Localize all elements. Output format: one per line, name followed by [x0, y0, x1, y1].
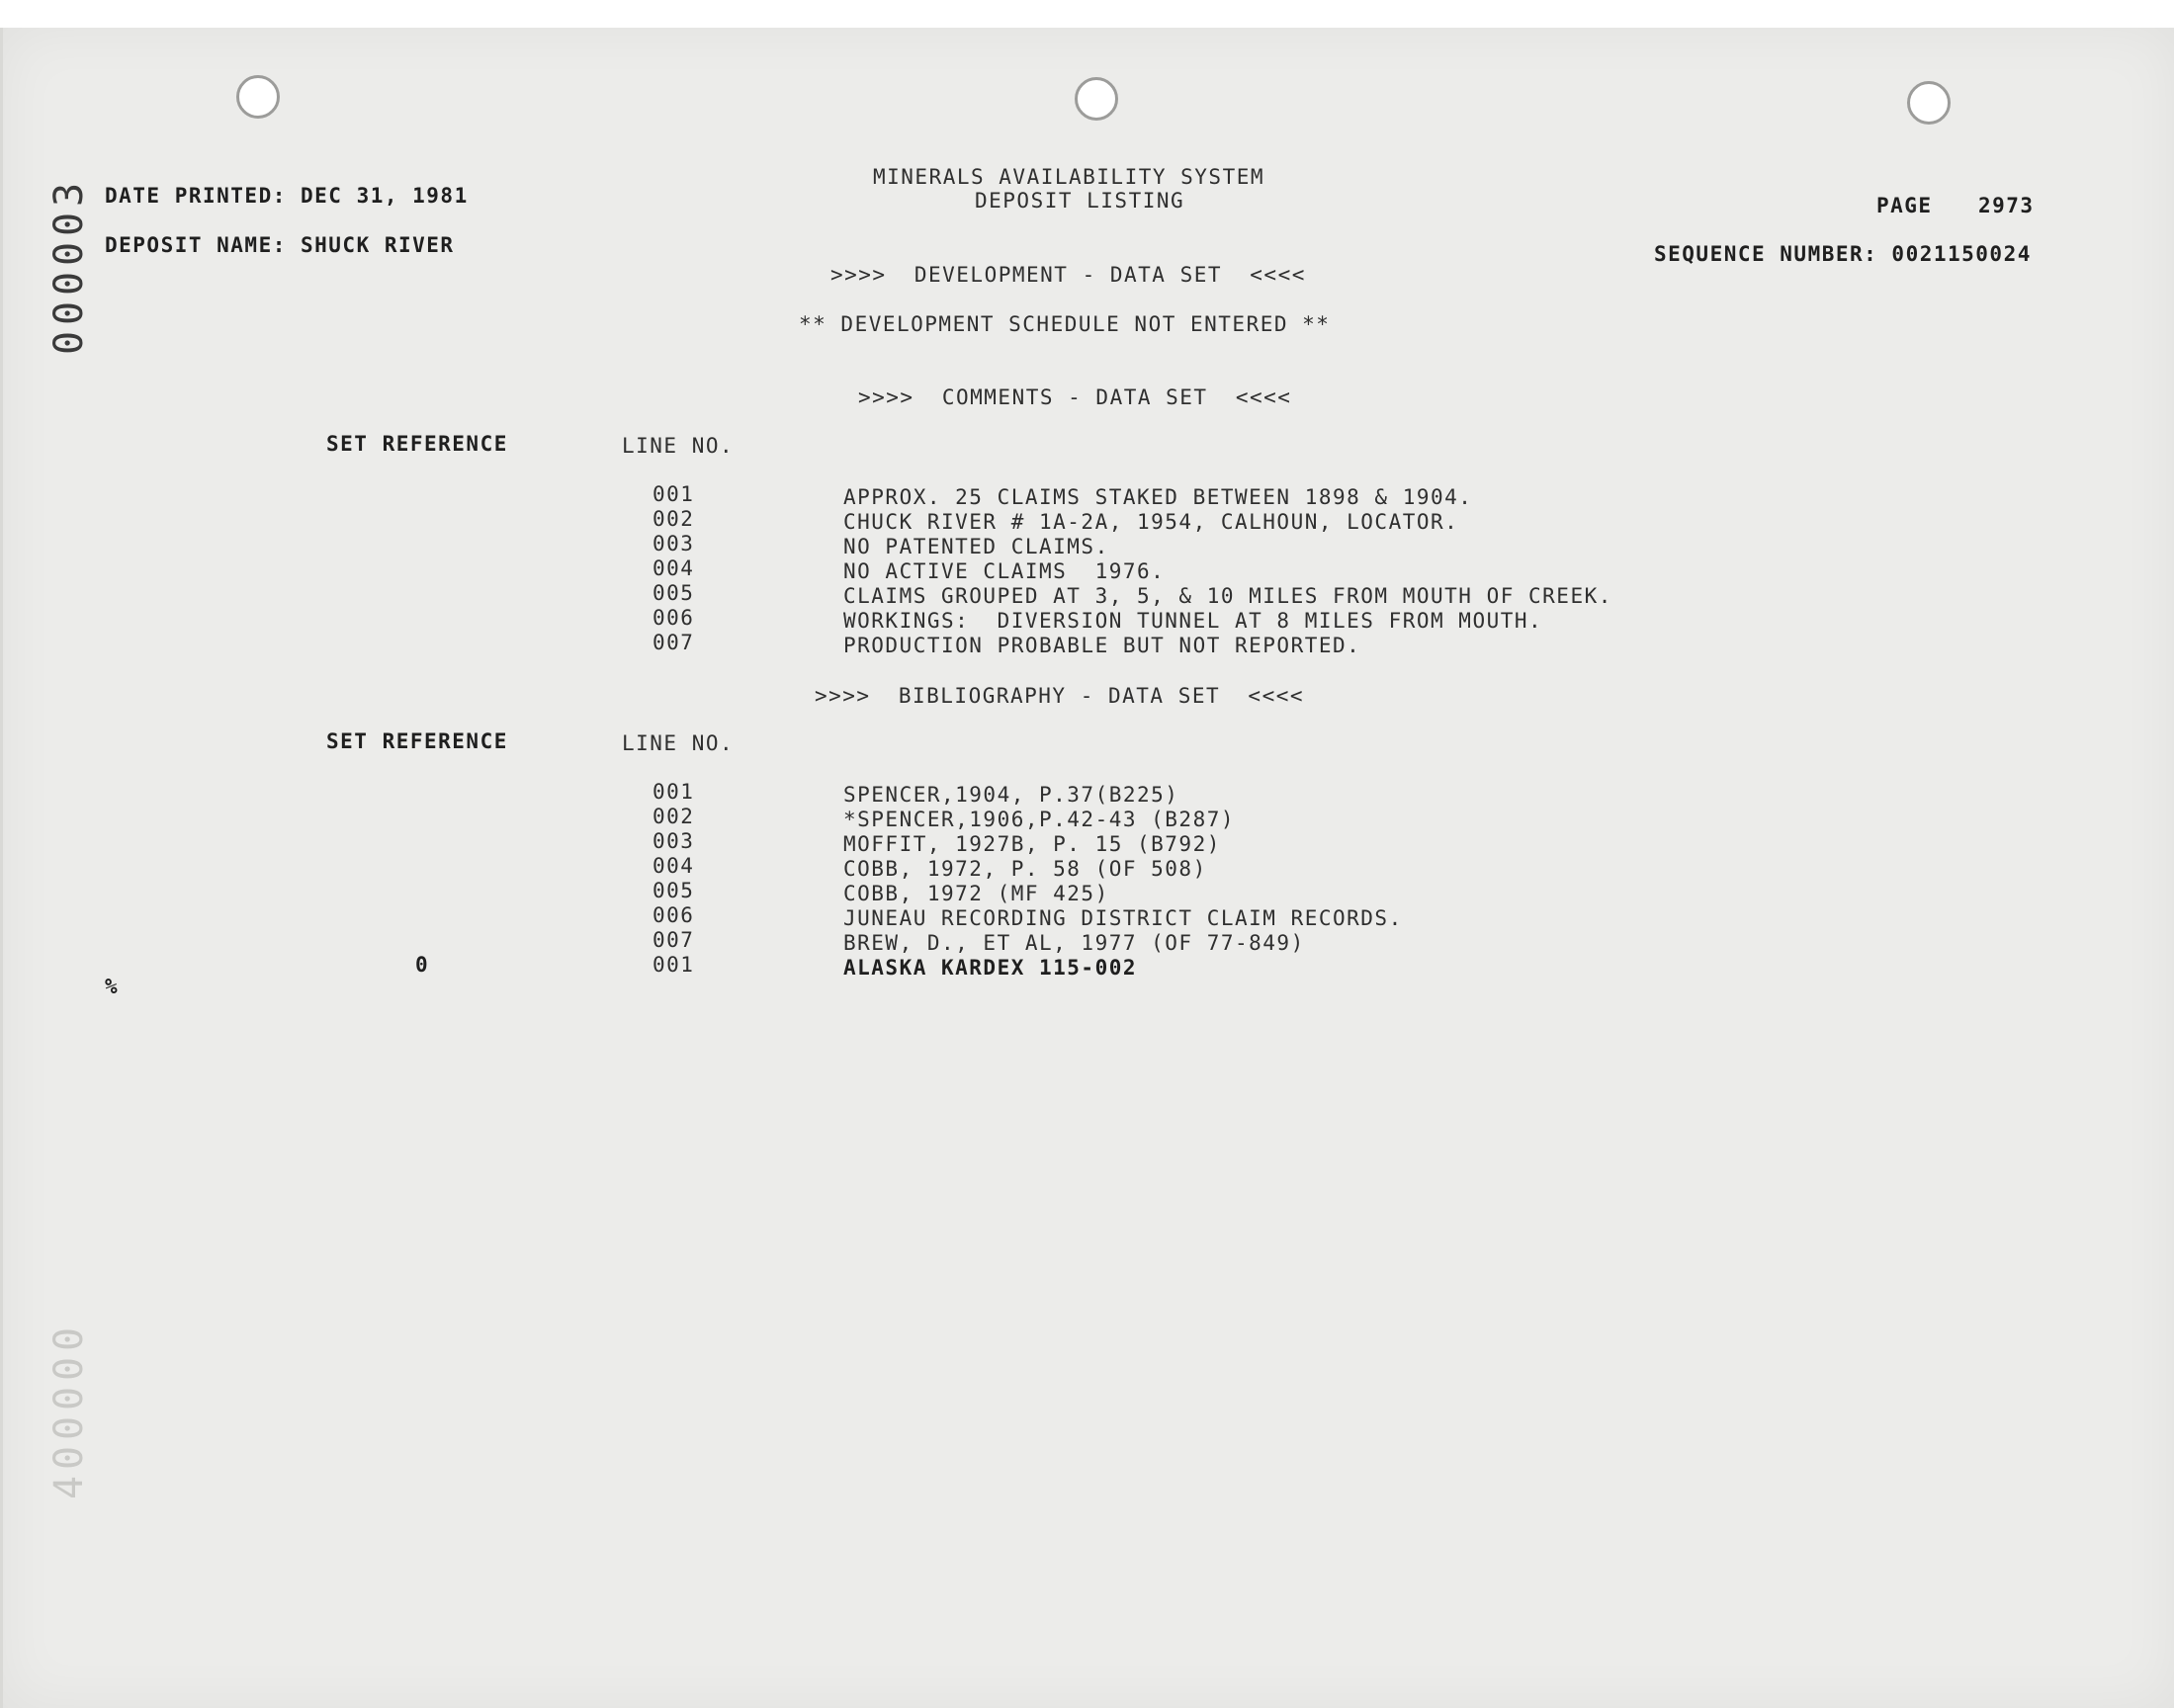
comment-text: CHUCK RIVER # 1A-2A, 1954, CALHOUN, LOCATOR.	[843, 510, 1459, 534]
bibliography-heading: >>>> BIBLIOGRAPHY - DATA SET <<<<	[815, 684, 1305, 708]
citation-text: SPENCER,1904, P.37(B225)	[843, 783, 1179, 807]
citation-text: COBB, 1972 (MF 425)	[843, 882, 1109, 905]
line-number: 001	[652, 953, 695, 977]
citation-text: ALASKA KARDEX 115-002	[843, 956, 1138, 980]
date-printed: DATE PRINTED: DEC 31, 1981	[105, 184, 469, 208]
comment-text: NO PATENTED CLAIMS.	[843, 535, 1109, 558]
citation-text: MOFFIT, 1927B, P. 15 (B792)	[843, 832, 1221, 856]
line-number: 001	[652, 780, 695, 804]
page-number: 2973	[1978, 194, 2035, 217]
comments-col-set-reference: SET REFERENCE	[326, 432, 508, 456]
development-heading: >>>> DEVELOPMENT - DATA SET <<<<	[830, 263, 1306, 287]
set-reference-value: 0	[415, 953, 430, 977]
comment-text: APPROX. 25 CLAIMS STAKED BETWEEN 1898 & 1904.	[843, 485, 1473, 509]
line-number: 005	[652, 879, 695, 902]
citation-text: JUNEAU RECORDING DISTRICT CLAIM RECORDS.	[843, 906, 1403, 930]
bibliography-col-line-no: LINE NO.	[622, 731, 735, 755]
punch-hole-left	[236, 75, 280, 119]
comments-col-line-no: LINE NO.	[622, 434, 735, 458]
faint-frame-number-stamp: 0 0 0 0 0 4	[46, 1326, 92, 1500]
deposit-name: DEPOSIT NAME: SHUCK RIVER	[105, 233, 455, 257]
end-marker: %	[105, 975, 120, 998]
citation-text: BREW, D., ET AL, 1977 (OF 77-849)	[843, 931, 1305, 955]
line-number: 006	[652, 903, 695, 927]
comment-text: PRODUCTION PROBABLE BUT NOT REPORTED.	[843, 634, 1361, 657]
punch-hole-center	[1075, 77, 1118, 121]
comment-text: NO ACTIVE CLAIMS 1976.	[843, 559, 1166, 583]
citation-text: *SPENCER,1906,P.42-43 (B287)	[843, 808, 1236, 831]
line-number: 005	[652, 581, 695, 605]
comment-text: WORKINGS: DIVERSION TUNNEL AT 8 MILES FROM MOUTH.	[843, 609, 1543, 633]
line-number: 007	[652, 928, 695, 952]
line-number: 001	[652, 482, 695, 506]
comment-text: CLAIMS GROUPED AT 3, 5, & 10 MILES FROM MOUTH OF CREEK.	[843, 584, 1612, 608]
line-number: 006	[652, 606, 695, 630]
citation-text: COBB, 1972, P. 58 (OF 508)	[843, 857, 1207, 881]
listing-title: DEPOSIT LISTING	[975, 189, 1185, 213]
bibliography-col-set-reference: SET REFERENCE	[326, 729, 508, 753]
sequence-number: SEQUENCE NUMBER: 0021150024	[1654, 242, 2032, 266]
page-label: PAGE	[1876, 194, 1933, 217]
line-number: 002	[652, 805, 695, 828]
line-number: 004	[652, 854, 695, 878]
line-number: 004	[652, 556, 695, 580]
line-number: 007	[652, 631, 695, 654]
punch-hole-right	[1907, 81, 1951, 125]
line-number: 003	[652, 829, 695, 853]
frame-number-stamp: 3 0 0 0 0 0	[46, 182, 92, 356]
line-number: 003	[652, 532, 695, 555]
line-number: 002	[652, 507, 695, 531]
development-note: ** DEVELOPMENT SCHEDULE NOT ENTERED **	[799, 312, 1331, 336]
comments-heading: >>>> COMMENTS - DATA SET <<<<	[858, 385, 1292, 409]
system-title: MINERALS AVAILABILITY SYSTEM	[873, 165, 1265, 189]
